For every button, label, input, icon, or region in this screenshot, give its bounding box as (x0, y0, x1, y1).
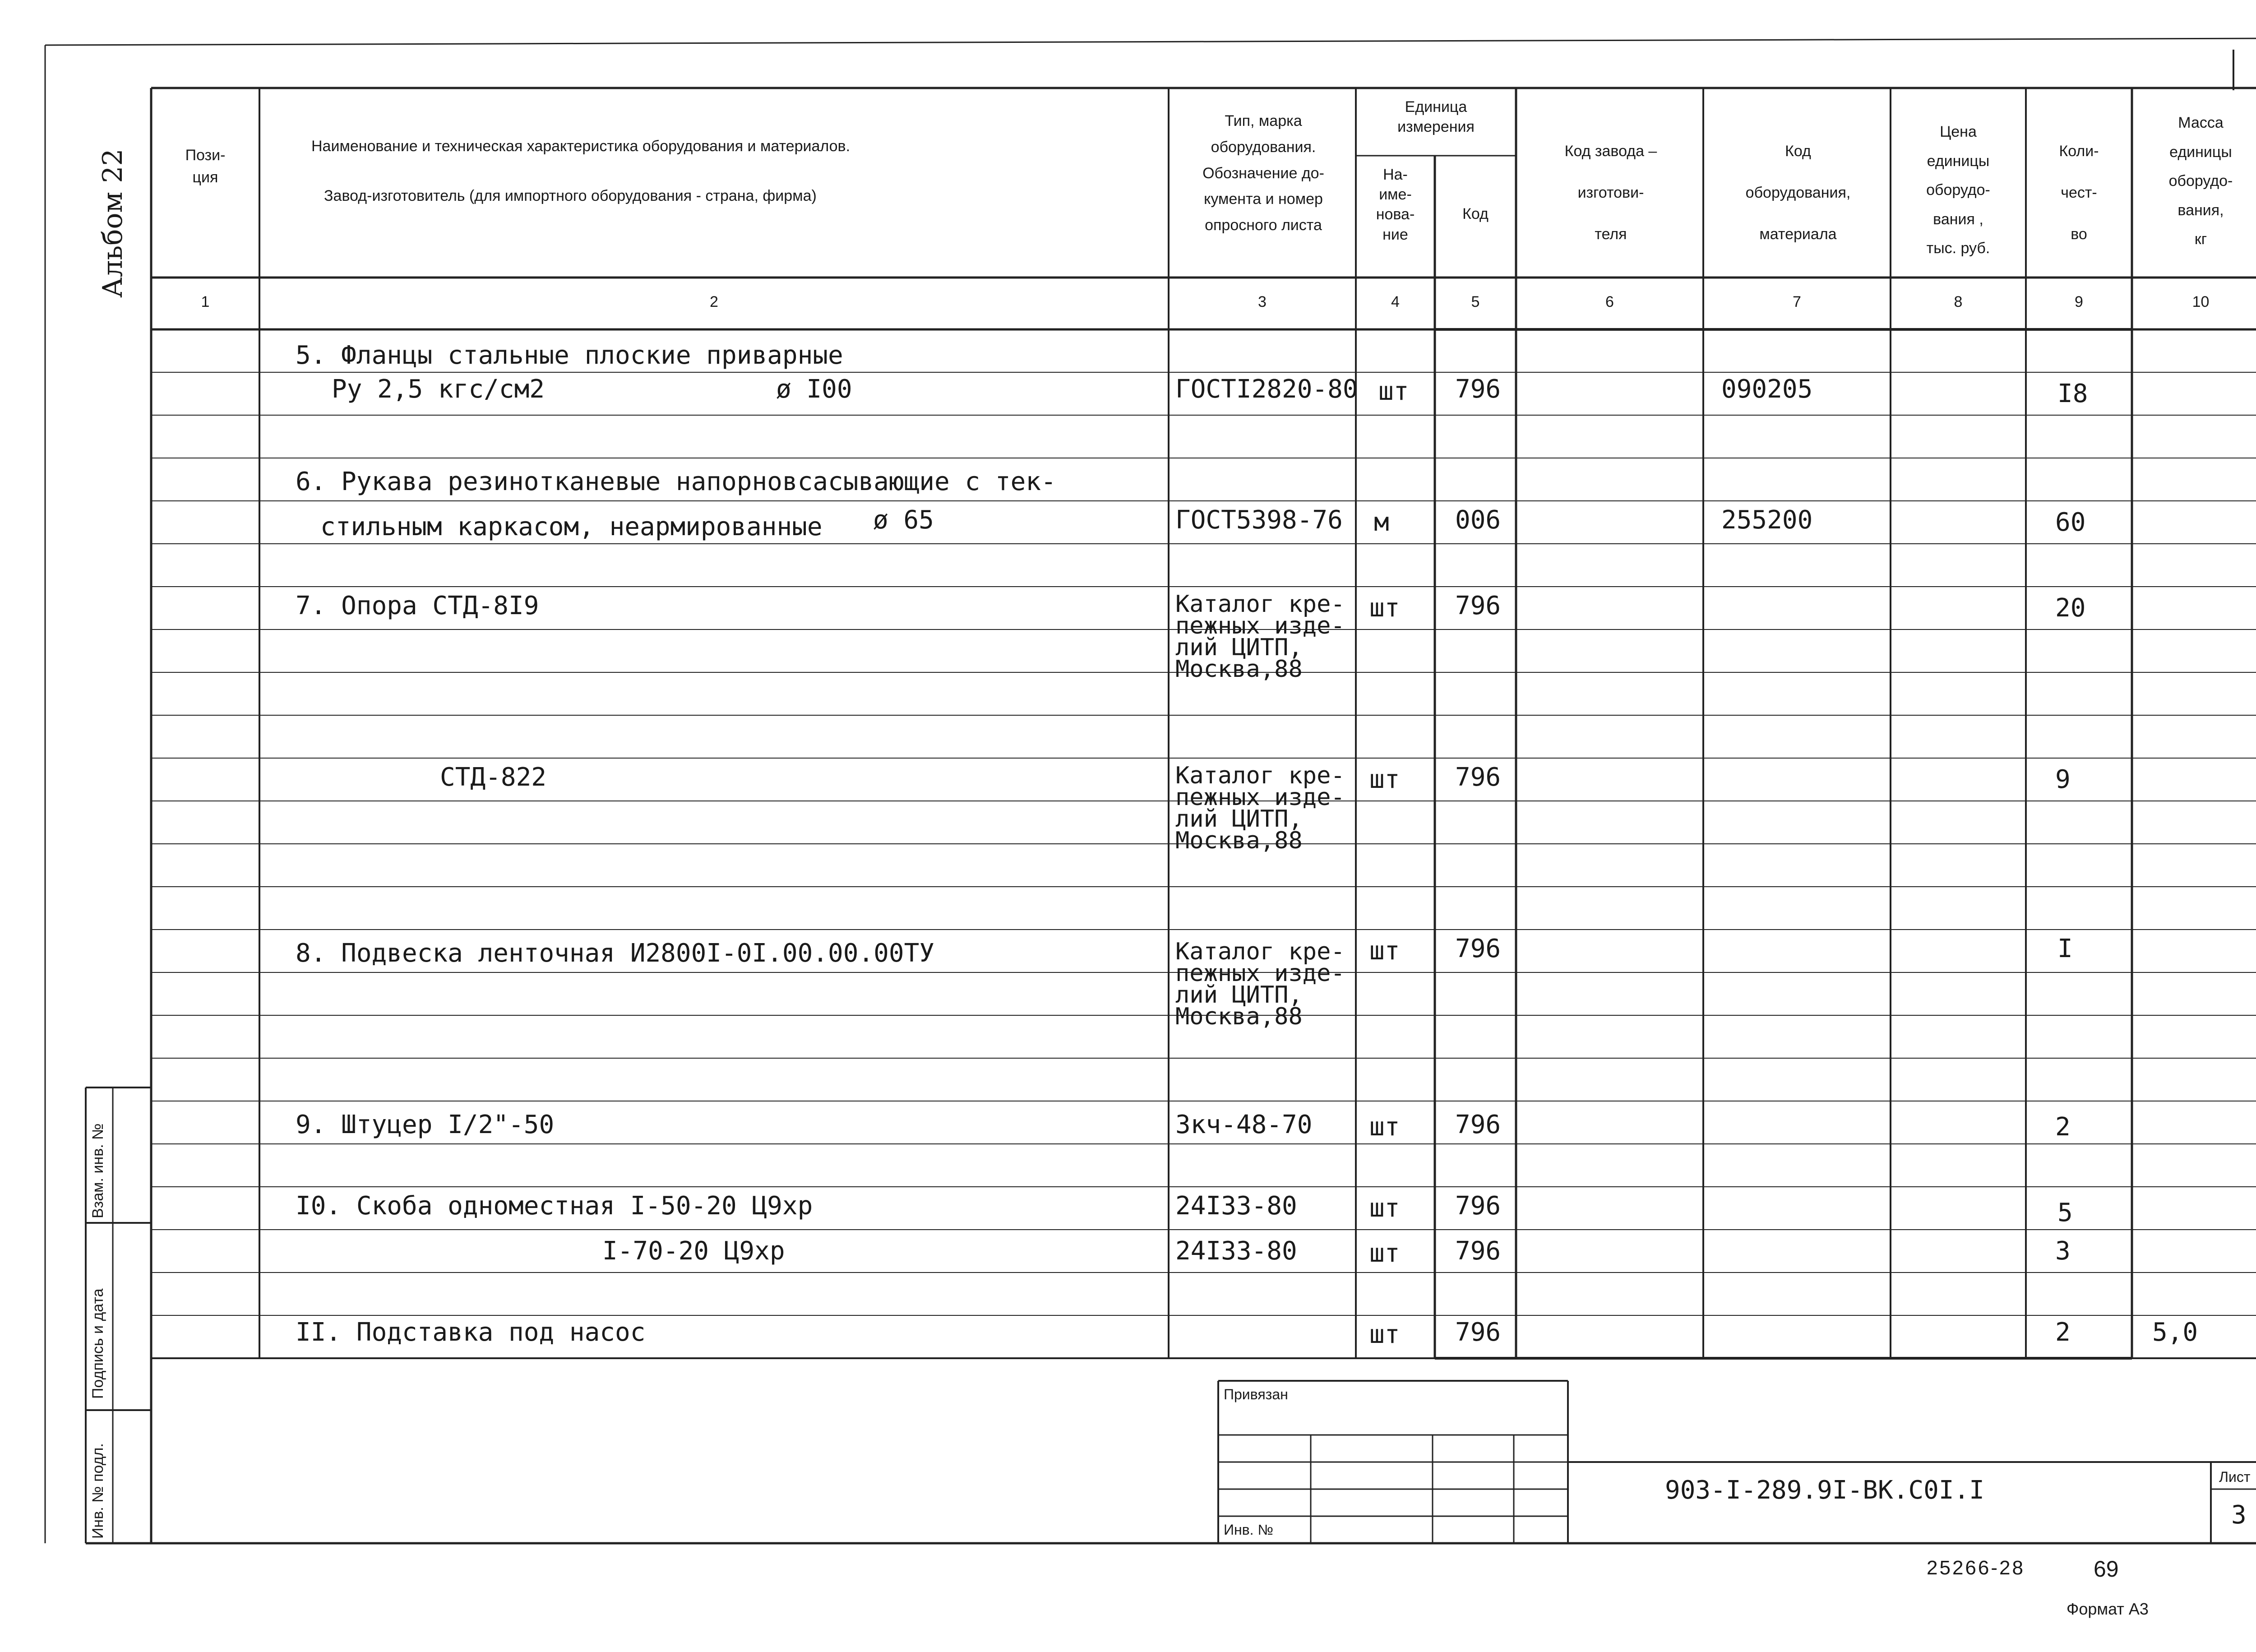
item-name: 9. Штуцер I/2"-50 (296, 1110, 555, 1139)
column-number: 6 (1605, 293, 1614, 310)
item-type: 3кч-48-70 (1175, 1110, 1313, 1139)
item-unit: шт (1369, 765, 1400, 794)
sheet-label: Лист (2219, 1469, 2251, 1485)
column-number: 8 (1954, 293, 1963, 310)
column-number: 9 (2075, 293, 2083, 310)
item-name: 7. Опора СТД-8I9 (296, 591, 539, 620)
item-name: Ру 2,5 кгс/см2 (332, 375, 545, 404)
item-diameter: ø 65 (873, 505, 934, 535)
header-material-code: Код оборудования, материала (1745, 143, 1851, 243)
header-unit-name: На- име- нова- ние (1376, 166, 1415, 243)
column-number: 2 (710, 293, 718, 310)
title-block-linked: Привязан (1224, 1386, 1288, 1402)
column-number: 5 (1471, 293, 1480, 310)
side-stamp-inventory: Инв. № подл. (89, 1443, 106, 1539)
item-name: 6. Рукава резинотканевые напорновсасывающие с тек- (296, 467, 1056, 496)
archive-sheet: 69 (2094, 1556, 2119, 1582)
item-unit: шт (1369, 1239, 1400, 1268)
title-block-inventory: Инв. № (1224, 1522, 1273, 1538)
sheet-value: 3 (2231, 1500, 2247, 1530)
item-type: ГОСТ5398-76 (1175, 505, 1343, 535)
item-unit: шт (1369, 1194, 1400, 1223)
item-diameter: ø I00 (776, 375, 852, 404)
column-number: 3 (1258, 293, 1267, 310)
header-position: Пози- ция (185, 147, 226, 186)
item-type: 24I33-80 (1175, 1236, 1297, 1266)
header-unit-code: Код (1462, 205, 1489, 222)
header-name-line1: Наименование и техническая характеристика оборудования и материалов. (311, 138, 851, 155)
header-mass: Масса единицы оборудо- вания, кг (2168, 114, 2233, 248)
document-code: 903-I-289.9I-ВК.С0I.I (1665, 1476, 1985, 1505)
item-unit-code: 796 (1455, 1110, 1501, 1139)
item-unit: шт (1369, 593, 1400, 623)
item-mass: 5,0 (2152, 1318, 2198, 1347)
column-number: 1 (201, 293, 210, 310)
header-price: Цена единицы оборудо- вания , тыс. руб. (1926, 123, 1990, 257)
item-quantity: 3 (2055, 1236, 2071, 1266)
column-number: 10 (2192, 293, 2210, 310)
header-quantity: Коли- чест- во (2059, 143, 2099, 243)
item-unit-code: 796 (1455, 763, 1501, 792)
item-unit-code: 006 (1455, 505, 1501, 535)
item-name: 8. Подвеска ленточная И2800I-0I.00.00.00ТУ (296, 939, 935, 968)
item-unit-code: 796 (1455, 375, 1501, 404)
item-quantity: I (2057, 934, 2073, 963)
side-stamp-signature: Подпись и дата (89, 1288, 106, 1399)
item-unit: шт (1369, 1112, 1400, 1142)
item-type: ГОСТI2820-80 (1175, 375, 1358, 404)
item-unit-code: 796 (1455, 1236, 1501, 1266)
item-unit: шт (1369, 1320, 1400, 1349)
item-type: Каталог кре- пежных изде- лий ЦИТП, Москва,88 (1175, 762, 1345, 854)
item-unit: шт (1378, 377, 1409, 406)
item-material-code: 255200 (1721, 505, 1813, 535)
item-type: Каталог кре- пежных изде- лий ЦИТП, Москва,88 (1175, 591, 1345, 683)
item-unit: м (1374, 508, 1389, 537)
item-unit-code: 796 (1455, 591, 1501, 620)
column-number: 4 (1391, 293, 1400, 310)
item-type: 24I33-80 (1175, 1191, 1297, 1221)
item-name: СТД-822 (440, 763, 547, 792)
item-quantity: I8 (2057, 379, 2088, 408)
item-name: стильным каркасом, неармированные (320, 512, 823, 541)
archive-number: 25266-28 (1927, 1557, 2025, 1579)
item-unit-code: 796 (1455, 934, 1501, 963)
item-quantity: 9 (2055, 765, 2071, 794)
item-name: I0. Скоба одноместная I-50-20 Ц9хр (296, 1191, 813, 1221)
item-quantity: 20 (2055, 593, 2086, 623)
item-quantity: 2 (2055, 1112, 2071, 1142)
item-name: I-70-20 Ц9хр (602, 1236, 785, 1266)
item-name: 5. Фланцы стальные плоские приварные (296, 341, 843, 370)
item-quantity: 60 (2055, 508, 2086, 537)
item-name: II. Подставка под насос (296, 1318, 646, 1347)
item-unit: шт (1369, 936, 1400, 966)
header-unit-group: Единица измерения (1397, 98, 1475, 136)
paper-format: Формат А3 (2066, 1600, 2149, 1618)
item-type: Каталог кре- пежных изде- лий ЦИТП, Москва,88 (1175, 938, 1345, 1030)
column-number: 7 (1793, 293, 1801, 310)
item-quantity: 2 (2055, 1318, 2071, 1347)
header-type: Тип, марка оборудования. Обозначение до- кумента и номер опросного листа (1202, 112, 1324, 234)
header-name-line2: Завод-изготовитель (для импортного оборудования - страна, фирма) (324, 187, 817, 204)
item-material-code: 090205 (1721, 375, 1813, 404)
side-stamp-replacement: Взам. инв. № (89, 1123, 106, 1218)
album-label: Альбом 22 (97, 148, 129, 298)
header-factory-code: Код завода – изготови- теля (1564, 143, 1657, 243)
item-unit-code: 796 (1455, 1191, 1501, 1221)
item-quantity: 5 (2057, 1198, 2073, 1227)
item-unit-code: 796 (1455, 1318, 1501, 1347)
